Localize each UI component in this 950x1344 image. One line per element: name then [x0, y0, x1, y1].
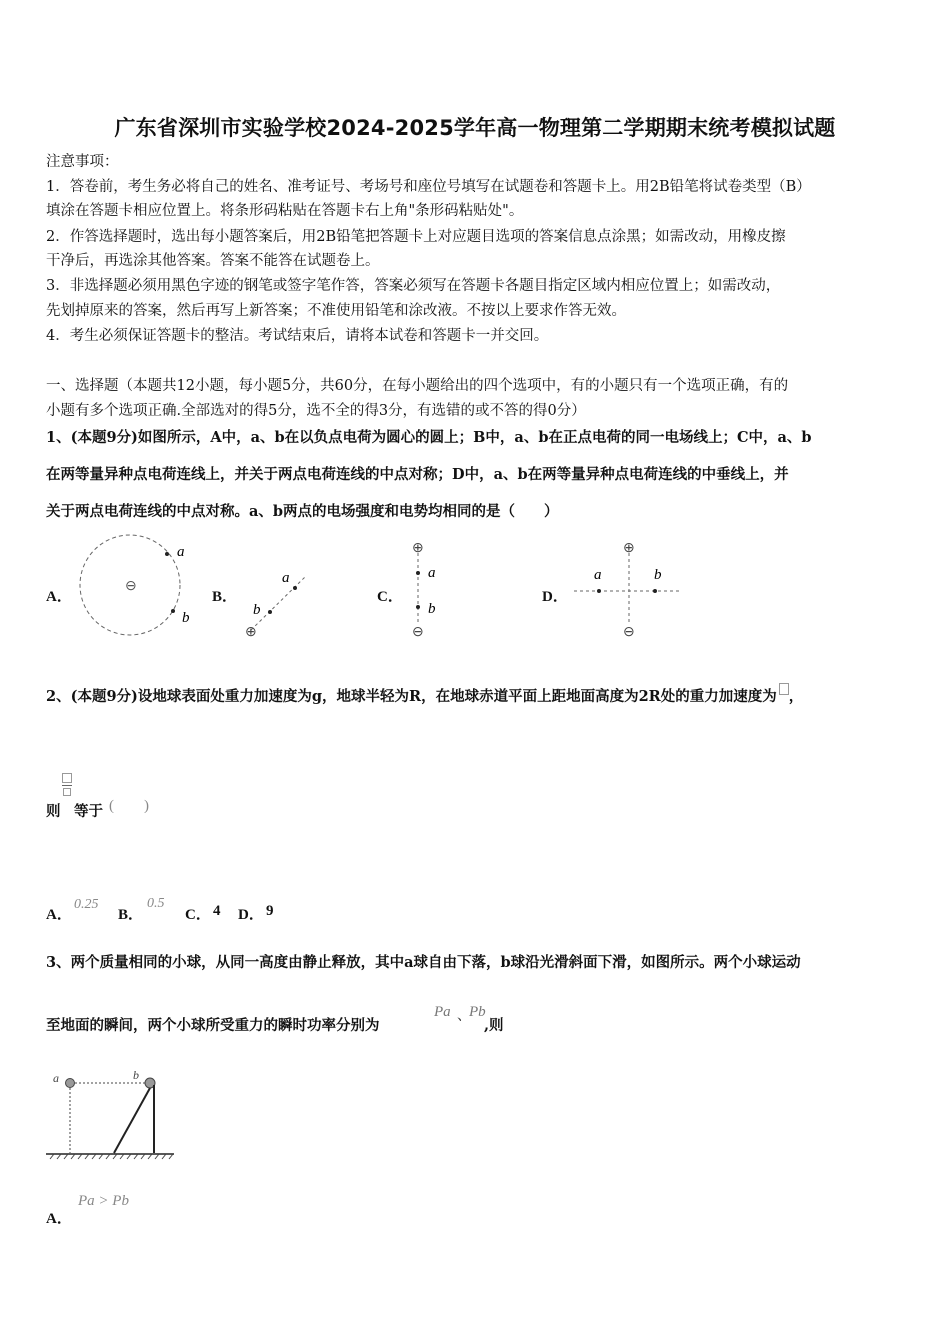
question-2-text: 2、(本题9分)设地球表面处重力加速度为g，地球半轻为R，在地球赤道平面上距地面高度为2R处的重力加速度为 — [46, 688, 777, 705]
q2-option-c-value: 4 — [213, 903, 221, 919]
q2-option-a-value: 0.25 — [74, 897, 99, 912]
negative-charge-icon: ⊖ — [412, 625, 424, 640]
question-1-line: 1、(本题9分)如图所示，A中，a、b在以负点电荷为圆心的圆上；B中，a、b在正点电荷的同一电场线上；C中，a、b — [46, 429, 812, 446]
question-2-then: 则 — [46, 803, 61, 820]
figure-b-line — [238, 562, 318, 644]
point-a-label: a — [282, 570, 290, 586]
notice-line: 3．非选择题必须用黑色字迹的钢笔或签字笔作答，答案必须写在答题卡各题目指定区域内相应位置上；如需改动， — [46, 278, 781, 294]
question-2-equals: 等于 — [74, 803, 103, 820]
separator: 、 — [457, 1009, 471, 1024]
q2-option-b-label[interactable]: B． — [118, 907, 144, 923]
point-b-label: b — [253, 602, 261, 618]
point-b-label: b — [654, 567, 662, 583]
notice-line: 4．考生必须保证答题卡的整洁。考试结束后，请将本试卷和答题卡一并交回。 — [46, 328, 549, 344]
ball-a-label: a — [53, 1071, 59, 1085]
page-title: 广东省深圳市实验学校2024-2025学年高一物理第二学期期末统考模拟试题 — [114, 116, 836, 140]
notice-line: 填涂在答题卡相应位置上。将条形码粘贴在答题卡右上角"条形码粘贴处"。 — [46, 203, 524, 219]
notice-line: 2．作答选择题时，选出每小题答案后，用2B铅笔把答题卡上对应题目选项的答案信息点涂黑；如需改动，用橡皮擦 — [46, 229, 786, 245]
option-c-label[interactable]: C． — [377, 589, 403, 605]
notice-line: 干净后，再选涂其他答案。答案不能答在试题卷上。 — [46, 253, 380, 269]
q2-option-c-label[interactable]: C． — [185, 907, 211, 923]
point-b-label: b — [428, 601, 436, 617]
question-2-comma: ， — [788, 688, 804, 705]
option-d-label[interactable]: D． — [542, 589, 568, 605]
q2-option-a-label[interactable]: A． — [46, 907, 72, 923]
fraction-placeholder — [62, 773, 72, 796]
point-b-label: b — [182, 610, 190, 626]
option-a-label[interactable]: A． — [46, 589, 72, 605]
positive-charge-icon: ⊕ — [623, 541, 635, 556]
formula-placeholder-icon — [779, 683, 789, 695]
ball-b-label: b — [133, 1068, 139, 1082]
point-a-label: a — [594, 567, 602, 583]
question-3-then: ,则 — [484, 1017, 504, 1034]
question-3-line: 3、两个质量相同的小球，从同一高度由静止释放，其中a球自由下落，b球沿光滑斜面下滑，如图所示。两个小球运动 — [46, 954, 801, 971]
figure-d-cross — [570, 535, 690, 643]
option-b-label[interactable]: B． — [212, 589, 238, 605]
notice-heading: 注意事项： — [46, 154, 119, 170]
point-a-label: a — [177, 544, 185, 560]
question-1-line: 关于两点电荷连线的中点对称。a、b两点的电场强度和电势均相同的是（ ） — [46, 503, 559, 520]
q3-option-a-label[interactable]: A． — [46, 1211, 72, 1227]
negative-charge-icon: ⊖ — [125, 579, 137, 594]
answer-paren: ( ) — [109, 798, 149, 814]
q2-option-b-value: 0.5 — [147, 896, 165, 911]
positive-charge-icon: ⊕ — [412, 541, 424, 556]
positive-charge-icon: ⊕ — [245, 625, 257, 640]
notice-line: 先划掉原来的答案，然后再写上新答案；不准使用铅笔和涂改液。不按以上要求作答无效。 — [46, 303, 626, 319]
q3-option-a-expr: Pa > Pb — [78, 1193, 129, 1209]
notice-line: 1．答卷前，考生务必将自己的姓名、准考证号、考场号和座位号填写在试题卷和答题卡上。用2B铅笔将试卷类型（B） — [46, 179, 811, 195]
figure-c-vertical — [400, 535, 460, 643]
q2-option-d-value: 9 — [266, 903, 274, 919]
negative-charge-icon: ⊖ — [623, 625, 635, 640]
point-a-label: a — [428, 565, 436, 581]
figure-a-circle — [70, 532, 200, 647]
figure-incline — [44, 1065, 179, 1165]
question-2-line — [46, 683, 803, 706]
question-1-line: 在两等量异种点电荷连线上，并关于两点电荷连线的中点对称；D中，a、b在两等量异种点电荷连线的中垂线上，并 — [46, 466, 789, 483]
pa-symbol: Pa — [434, 1004, 451, 1020]
question-3-line: 至地面的瞬间，两个小球所受重力的瞬时功率分别为 — [46, 1017, 380, 1034]
pb-symbol: Pb — [469, 1004, 486, 1020]
section-heading: 一、选择题（本题共12小题，每小题5分，共60分，在每小题给出的四个选项中，有的小题只有一个选项正确，有的 — [46, 378, 789, 394]
section-heading-cont: 小题有多个选项正确.全部选对的得5分，选不全的得3分，有选错的或不答的得0分） — [46, 403, 586, 419]
q2-option-d-label[interactable]: D． — [238, 907, 264, 923]
